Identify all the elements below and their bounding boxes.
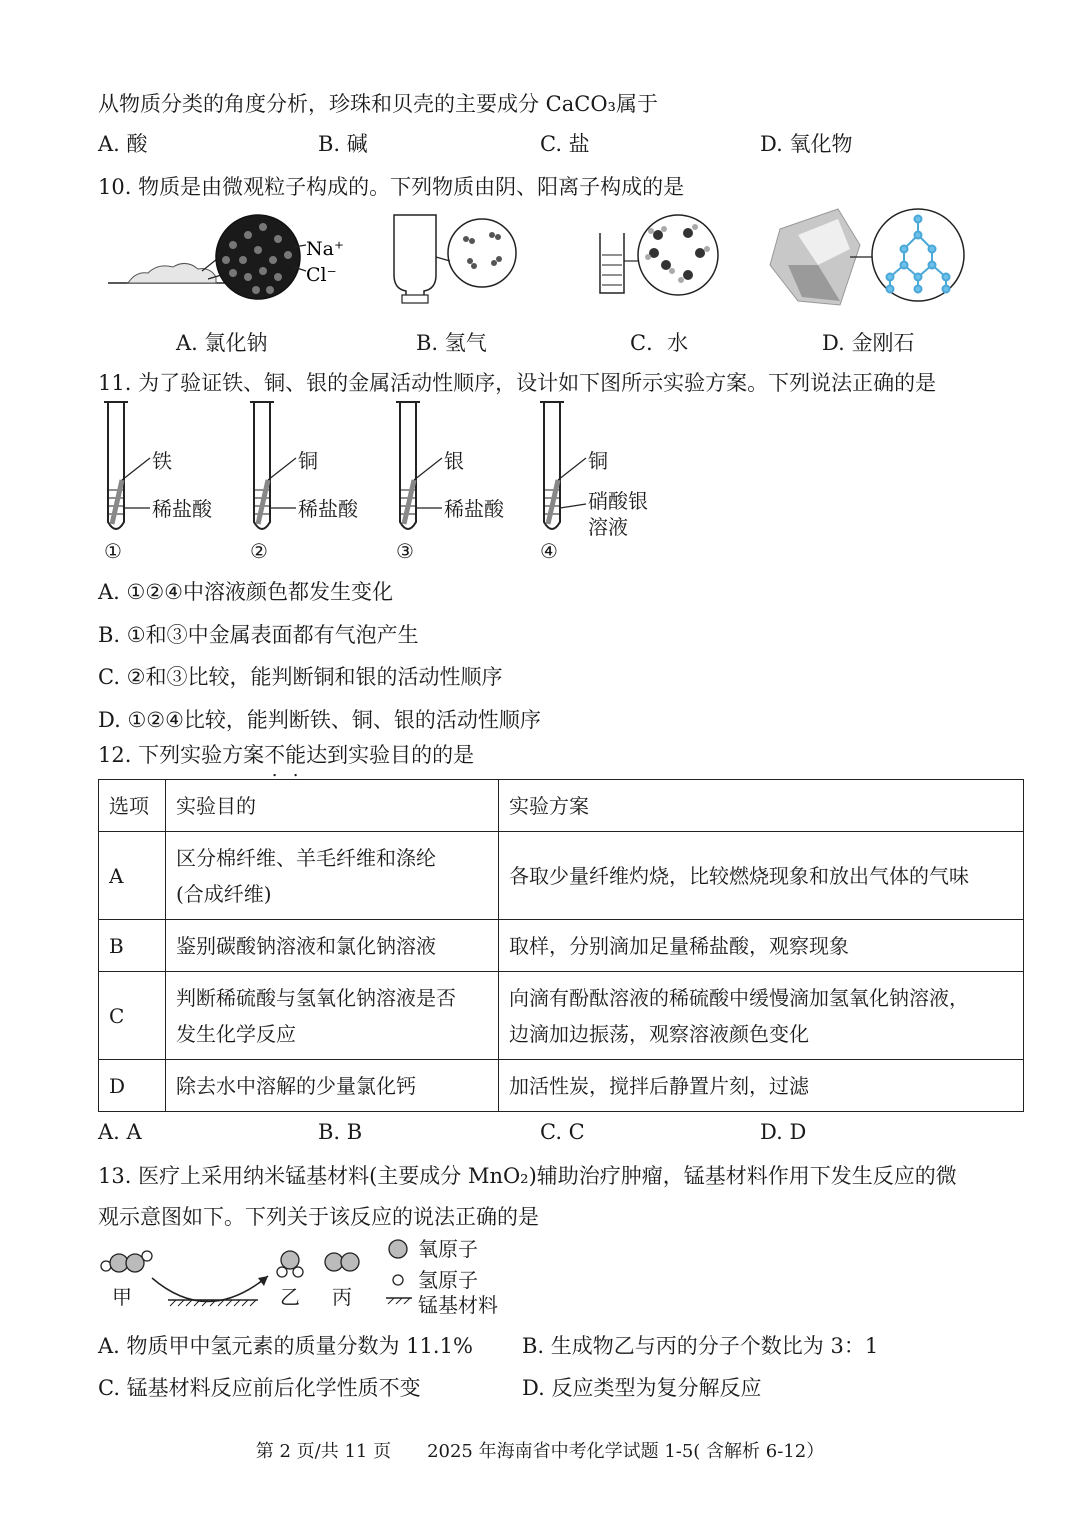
test-tube-4 [540,402,648,563]
q12-option-c: C. C [540,1120,585,1144]
q11-option-d: D. ①②④比较，能判断铁、铜、银的活动性顺序 [98,708,541,732]
molecule-yi [277,1251,303,1309]
tube-4-solution: 硝酸银 [588,489,648,513]
row-a-purpose: 区分棉纤维、羊毛纤维和涤纶 (合成纤维) [166,832,499,920]
q11-stem: 11. 为了验证铁、铜、银的金属活动性顺序，设计如下图所示实验方案。下列说法正确的是 [98,371,937,395]
table-row [99,972,1024,1060]
row-b-purpose: 鉴别碳酸钠溶液和氯化钠溶液 [166,920,499,972]
q11-option-a: A. ①②④中溶液颜色都发生变化 [98,580,393,604]
test-tube-3 [396,402,505,563]
q9-stem: 从物质分类的角度分析，珍珠和贝壳的主要成分 CaCO₃属于 [98,92,658,116]
q10-option-a: A. 氯化钠 [176,331,268,355]
header-plan: 实验方案 [499,780,1024,832]
q11-test-tubes [98,398,698,570]
q10-option-d: D. 金刚石 [822,331,915,355]
test-tube-2 [250,402,359,563]
legend-hydrogen: 氢原子 [418,1268,478,1292]
q9-option-c: C. 盐 [540,132,590,156]
q13-option-d: D. 反应类型为复分解反应 [522,1376,762,1400]
tube-2-metal: 铜 [298,449,318,473]
q13-option-b: B. 生成物乙与丙的分子个数比为 3：1 [522,1334,879,1358]
table-row [99,920,1024,972]
tube-3-solution: 稀盐酸 [444,497,504,521]
q12-table [98,779,1024,1112]
q13-stem-line2: 观示意图如下。下列关于该反应的说法正确的是 [98,1205,539,1229]
tube-2-solution: 稀盐酸 [298,497,358,521]
tube-4-solution-line2: 溶液 [588,515,628,539]
oxygen-atom-icon [389,1240,407,1258]
hydrogen-atom-icon [393,1275,403,1285]
row-a-plan: 各取少量纤维灼烧，比较燃烧现象和放出气体的气味 [499,832,1024,920]
emphasis-char-1: 不 [264,743,286,767]
legend-oxygen: 氧原子 [418,1237,478,1261]
nacl-figure [108,215,344,299]
q13-option-c: C. 锰基材料反应前后化学性质不变 [98,1376,421,1400]
row-d-purpose: 除去水中溶解的少量氯化钙 [166,1060,499,1112]
page-footer: 第 2 页/共 11 页 2025 年海南省中考化学试题 1-5( 含解析 6-12） [255,1441,825,1462]
label-jia: 甲 [112,1285,132,1309]
q12-option-b: B. B [318,1120,363,1144]
q10-figures [98,205,998,320]
tube-1-metal: 铁 [152,449,172,473]
header-purpose: 实验目的 [166,780,499,832]
table-header-row [99,780,1024,832]
na-ion-label: Na⁺ [306,238,344,260]
label-yi: 乙 [280,1285,300,1309]
q9-option-d: D. 氧化物 [760,132,853,156]
cl-ion-label: Cl⁻ [306,264,337,286]
diamond-figure [770,209,964,305]
tube-3-metal: 银 [444,449,464,473]
q13-stem-line1: 13. 医疗上采用纳米锰基材料(主要成分 MnO₂)辅助治疗肿瘤，锰基材料作用下发生反应的微 [98,1164,957,1188]
legend-catalyst: 锰基材料 [418,1293,498,1317]
molecule-jia [101,1251,152,1309]
tube-3-number: ③ [396,539,414,563]
header-option: 选项 [99,780,166,832]
row-a-option: A [99,832,166,920]
q12-option-a: A. A [98,1120,142,1144]
label-bing: 丙 [332,1285,352,1309]
row-b-plan: 取样，分别滴加足量稀盐酸，观察现象 [499,920,1024,972]
q10-option-c: C．水 [630,331,689,355]
row-c-purpose: 判断稀硫酸与氢氧化钠溶液是否 发生化学反应 [166,972,499,1060]
q9-option-b: B. 碱 [318,132,368,156]
emphasis-char-2: 能 [285,743,307,767]
row-b-option: B [99,920,166,972]
table-row [99,832,1024,920]
molecule-bing [325,1253,359,1309]
q13-option-a: A. 物质甲中氢元素的质量分数为 11.1% [98,1334,473,1358]
row-c-plan: 向滴有酚酞溶液的稀硫酸中缓慢滴加氢氧化钠溶液， 边滴加边振荡，观察溶液颜色变化 [499,972,1024,1060]
tube-4-number: ④ [540,539,558,563]
q11-option-b: B. ①和③中金属表面都有气泡产生 [98,623,419,647]
q12-stem: 12. 下列实验方案不能达到实验目的的是 [98,743,475,767]
q10-stem: 10. 物质是由微观粒子构成的。下列物质由阴、阳离子构成的是 [98,175,685,199]
row-d-option: D [99,1060,166,1112]
q10-option-b: B. 氢气 [416,331,487,355]
tube-2-number: ② [250,539,268,563]
hydrogen-figure [394,215,516,303]
row-c-option: C [99,972,166,1060]
tube-4-metal: 铜 [588,449,608,473]
tube-1-number: ① [104,539,122,563]
q9-option-a: A. 酸 [98,132,148,156]
test-tube-1 [104,402,213,563]
water-figure [600,215,718,295]
q12-option-d: D. D [760,1120,807,1144]
q11-option-c: C. ②和③比较，能判断铜和银的活动性顺序 [98,665,503,689]
legend [386,1237,498,1317]
tube-1-solution: 稀盐酸 [152,497,212,521]
row-d-plan: 加活性炭，搅拌后静置片刻，过滤 [499,1060,1024,1112]
table-row [99,1060,1024,1112]
q13-reaction-diagram [98,1236,538,1318]
